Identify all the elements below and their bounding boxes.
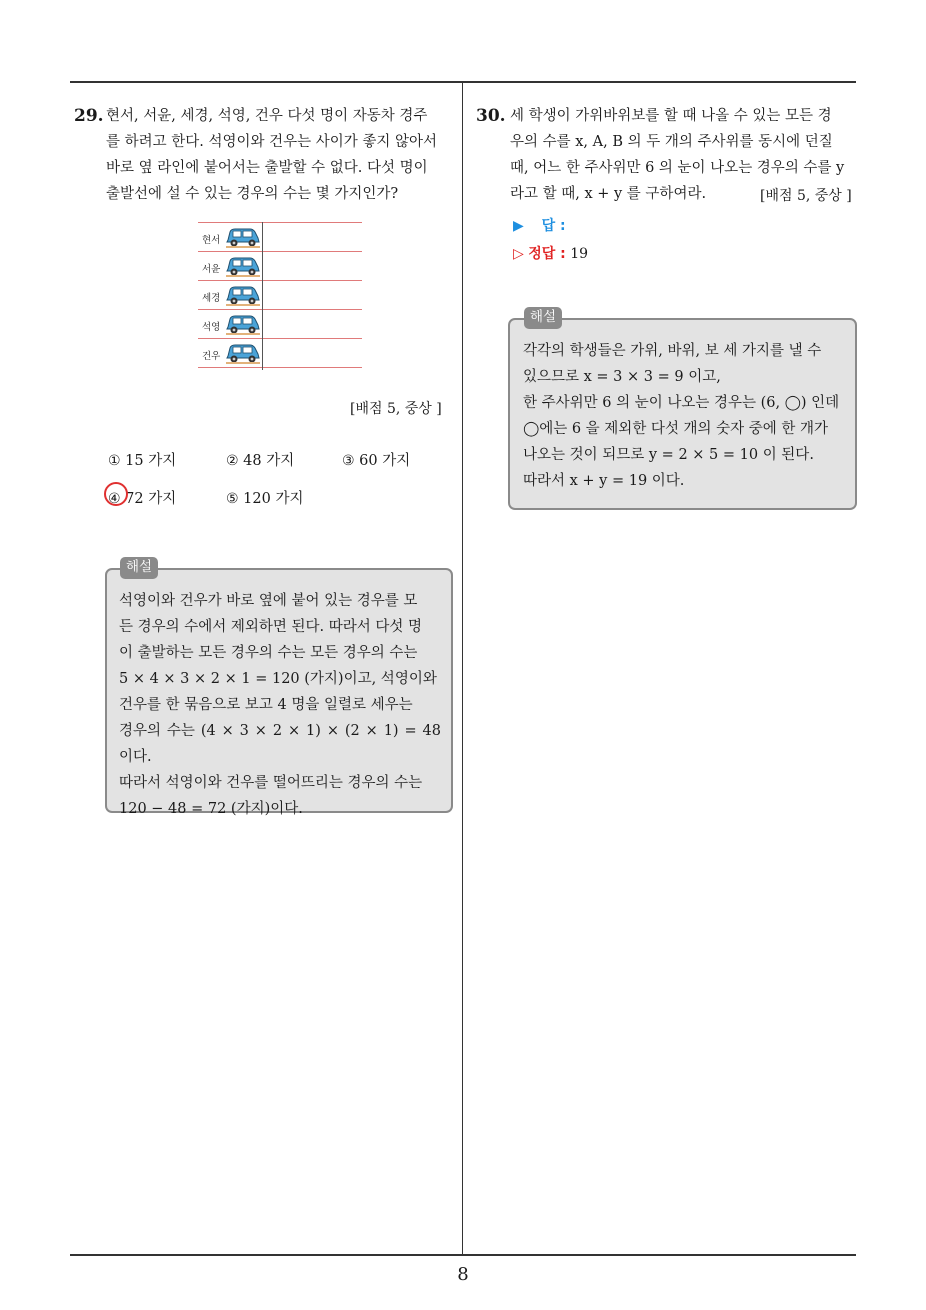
q29-score: [배점 5, 중상 ] xyxy=(350,401,442,417)
explanation-line: 따라서 석영이와 건우를 떨어뜨리는 경우의 수는 xyxy=(119,775,423,791)
choice-text: 60 가지 xyxy=(359,453,411,469)
q29-explanation-text xyxy=(119,588,441,822)
lane-label: 현서 xyxy=(202,235,221,246)
q29-explanation-box xyxy=(105,568,453,817)
explanation-line: 따라서 x + y = 19 이다. xyxy=(523,473,685,489)
q30-explanation-tag: 해설 xyxy=(524,307,562,329)
q30-line: 때, 어느 한 주사위만 6 의 눈이 나오는 경우의 수를 y xyxy=(510,160,845,176)
q30-explanation-text xyxy=(523,338,845,494)
q30-score: [배점 5, 중상 ] xyxy=(760,188,852,204)
explanation-line: 경우의 수는 (4 × 3 × 2 × 1) × (2 × 1) = 48 이다. xyxy=(119,723,441,765)
lane-line xyxy=(198,280,362,281)
car-icon xyxy=(224,312,262,336)
choice-text: 120 가지 xyxy=(243,491,304,507)
q30-line: 우의 수를 x, A, B 의 두 개의 주사위를 동시에 던질 xyxy=(510,134,833,150)
q30-line: 세 학생이 가위바위보를 할 때 나올 수 있는 모든 경 xyxy=(510,108,832,124)
lane-segyeong xyxy=(202,283,264,307)
explanation-line: 든 경우의 수에서 제외하면 된다. 따라서 다섯 명 xyxy=(119,619,423,635)
lane-seoyun xyxy=(202,254,264,278)
correct-answer-row xyxy=(513,243,588,263)
choice-number: ④ xyxy=(108,491,121,507)
explanation-line: 나오는 것이 되므로 y = 2 × 5 = 10 이 된다. xyxy=(523,447,814,463)
lane-hyeonseo xyxy=(202,225,264,249)
car-icon xyxy=(224,254,262,278)
explanation-line: 한 주사위만 6 의 눈이 나오는 경우는 (6, ◯) 인데 xyxy=(523,395,840,411)
lane-seokyeong xyxy=(202,312,264,336)
q29-line: 바로 옆 라인에 붙어서는 출발할 수 없다. 다섯 명이 xyxy=(106,160,428,176)
car-icon xyxy=(224,341,262,365)
choice-number: ① xyxy=(108,453,121,469)
lane-line xyxy=(198,309,362,310)
lane-label: 건우 xyxy=(202,351,221,362)
answer-row xyxy=(513,215,566,235)
lane-label: 세경 xyxy=(202,293,221,304)
lane-label: 석영 xyxy=(202,322,221,333)
explanation-line: ◯에는 6 을 제외한 다섯 개의 숫자 중에 한 개가 xyxy=(523,421,829,437)
choice-text: 48 가지 xyxy=(243,453,295,469)
choice-text: 15 가지 xyxy=(125,453,177,469)
lane-geonu xyxy=(202,341,264,365)
column-divider xyxy=(462,83,463,1255)
q29-line: 출발선에 설 수 있는 경우의 수는 몇 가지인가? xyxy=(106,186,399,202)
q30-line: 라고 할 때, x + y 를 구하여라. xyxy=(510,186,707,202)
q30-explanation-box xyxy=(508,318,857,510)
bottom-rule xyxy=(70,1254,856,1256)
lane-line xyxy=(198,222,362,223)
correct-label: 정답 : xyxy=(528,246,566,262)
choice-number: ② xyxy=(226,453,239,469)
explanation-line: 이 출발하는 모든 경우의 수는 모든 경우의 수는 xyxy=(119,645,418,661)
answer-label: 답 : xyxy=(541,218,566,234)
choice-text: 72 가지 xyxy=(125,491,177,507)
explanation-line: 120 − 48 = 72 (가지)이다. xyxy=(119,801,303,817)
page-number: 8 xyxy=(457,1264,469,1285)
top-rule xyxy=(70,81,856,83)
choice-1[interactable] xyxy=(108,449,176,470)
explanation-line: 있으므로 x = 3 × 3 = 9 이고, xyxy=(523,369,721,385)
q29-explanation-tag: 해설 xyxy=(120,557,158,579)
q29-line: 를 하려고 한다. 석영이와 건우는 사이가 좋지 않아서 xyxy=(106,134,438,150)
correct-value: 19 xyxy=(570,246,589,262)
choice-2[interactable] xyxy=(226,449,294,470)
choice-3[interactable] xyxy=(342,449,410,470)
choice-5[interactable] xyxy=(226,487,303,508)
lane-line xyxy=(198,367,362,368)
race-figure xyxy=(198,222,362,370)
lane-line xyxy=(198,251,362,252)
triangle-outline-icon: ▷ xyxy=(513,246,524,262)
explanation-line: 각각의 학생들은 가위, 바위, 보 세 가지를 낼 수 xyxy=(523,343,822,359)
q30-number: 30. xyxy=(476,106,506,126)
car-icon xyxy=(224,283,262,307)
choice-number: ③ xyxy=(342,453,355,469)
play-icon: ▶ xyxy=(513,218,524,234)
car-icon xyxy=(224,225,262,249)
choice-number: ⑤ xyxy=(226,491,239,507)
q29-number: 29. xyxy=(74,106,104,126)
explanation-line: 건우를 한 묶음으로 보고 4 명을 일렬로 세우는 xyxy=(119,697,413,713)
explanation-line: 5 × 4 × 3 × 2 × 1 = 120 (가지)이고, 석영이와 xyxy=(119,671,437,687)
explanation-line: 석영이와 건우가 바로 옆에 붙어 있는 경우를 모 xyxy=(119,593,418,609)
selected-answer-mark xyxy=(104,482,128,506)
lane-label: 서윤 xyxy=(202,264,221,275)
lane-line xyxy=(198,338,362,339)
q29-text xyxy=(106,103,454,207)
q29-line: 현서, 서윤, 세경, 석영, 건우 다섯 명이 자동차 경주 xyxy=(106,108,428,124)
